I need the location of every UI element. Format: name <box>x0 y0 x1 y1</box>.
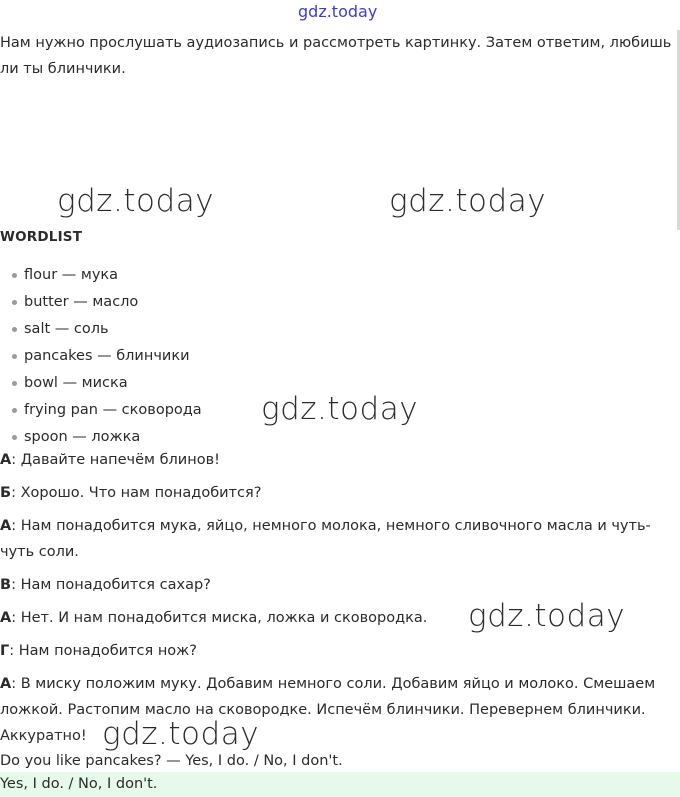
bullet-icon <box>12 381 17 386</box>
dialogue-text: Нам понадобится нож? <box>18 643 197 659</box>
dialogue-text: Нам понадобится мука, яйцо, немного молока, немного сливочного масла и чуть-чуть соли. <box>0 518 651 560</box>
watermark: gdz.today <box>389 183 547 219</box>
top-watermark: gdz.today <box>298 2 378 21</box>
dialogue-text: Нам понадобится сахар? <box>20 577 211 593</box>
list-item-text: frying pan — сковорода <box>24 402 202 418</box>
dialogue-line: А: Нам понадобится мука, яйцо, немного молока, немного сливочного масла и чуть-чуть соли. <box>0 518 651 560</box>
dialogue-text: Давайте напечём блинов! <box>20 452 220 468</box>
dialogue-line: А: Нет. И нам понадобится миска, ложка и сковородка. <box>0 610 428 626</box>
watermark: gdz.today <box>102 716 260 752</box>
bullet-icon <box>12 354 17 359</box>
watermark: gdz.today <box>261 391 419 427</box>
answer-box <box>0 772 680 797</box>
speaker-label: А <box>0 452 12 468</box>
list-item-text: bowl — миска <box>24 375 128 391</box>
list-item <box>0 289 202 316</box>
speaker-label: Г <box>0 643 10 659</box>
watermark: gdz.today <box>468 598 626 634</box>
intro-text: Нам нужно прослушать аудиозапись и рассмотреть картинку. Затем ответим, любишь ли ты блинчики. <box>0 35 672 77</box>
list-item <box>0 316 202 343</box>
list-item <box>0 262 202 289</box>
bullet-icon <box>12 435 17 440</box>
list-item-text: pancakes — блинчики <box>24 348 190 364</box>
watermark: gdz.today <box>57 183 215 219</box>
bullet-icon <box>12 327 17 332</box>
dialogue-line: Б: Хорошо. Что нам понадобится? <box>0 485 262 501</box>
wordlist <box>0 262 202 451</box>
list-item-text: butter — масло <box>24 294 139 310</box>
list-item <box>0 343 202 370</box>
list-item <box>0 370 202 397</box>
list-item-text: salt — соль <box>24 321 109 337</box>
speaker-label: А <box>0 676 12 692</box>
list-item <box>0 397 202 424</box>
speaker-label: Б <box>0 485 12 501</box>
dialogue-line: А: Давайте напечём блинов! <box>0 452 220 468</box>
dialogue-line: В: Нам понадобится сахар? <box>0 577 211 593</box>
dialogue-line: А: В миску положим муку. Добавим немного соли. Добавим яйцо и молоко. Смешаем ложкой. Растопим масло на сковородке. Испечём блинчики. Перевернем блинчики. Аккуратно! <box>0 676 656 744</box>
dialogue-text: Нет. И нам понадобится миска, ложка и сковородка. <box>20 610 428 626</box>
dialogue-line: Г: Нам понадобится нож? <box>0 643 197 659</box>
speaker-label: В <box>0 577 12 593</box>
speaker-label: А <box>0 518 12 534</box>
dialogue-text: В миску положим муку. Добавим немного соли. Добавим яйцо и молоко. Смешаем ложкой. Растопим масло на сковородке. Испечём блинчики. Перевернем блинчики. Аккуратно! <box>0 676 656 744</box>
list-item-text: spoon — ложка <box>24 429 141 445</box>
question-text: Do you like pancakes? — Yes, I do. / No, I don't. <box>0 753 343 769</box>
list-item-text: flour — мука <box>24 267 119 283</box>
speaker-label: А <box>0 610 12 626</box>
wordlist-title: WORDLIST <box>0 229 83 245</box>
bullet-icon <box>12 408 17 413</box>
bullet-icon <box>12 273 17 278</box>
bullet-icon <box>12 300 17 305</box>
dialogue-text: Хорошо. Что нам понадобится? <box>20 485 262 501</box>
answer-text: Yes, I do. / No, I don't. <box>0 776 158 792</box>
